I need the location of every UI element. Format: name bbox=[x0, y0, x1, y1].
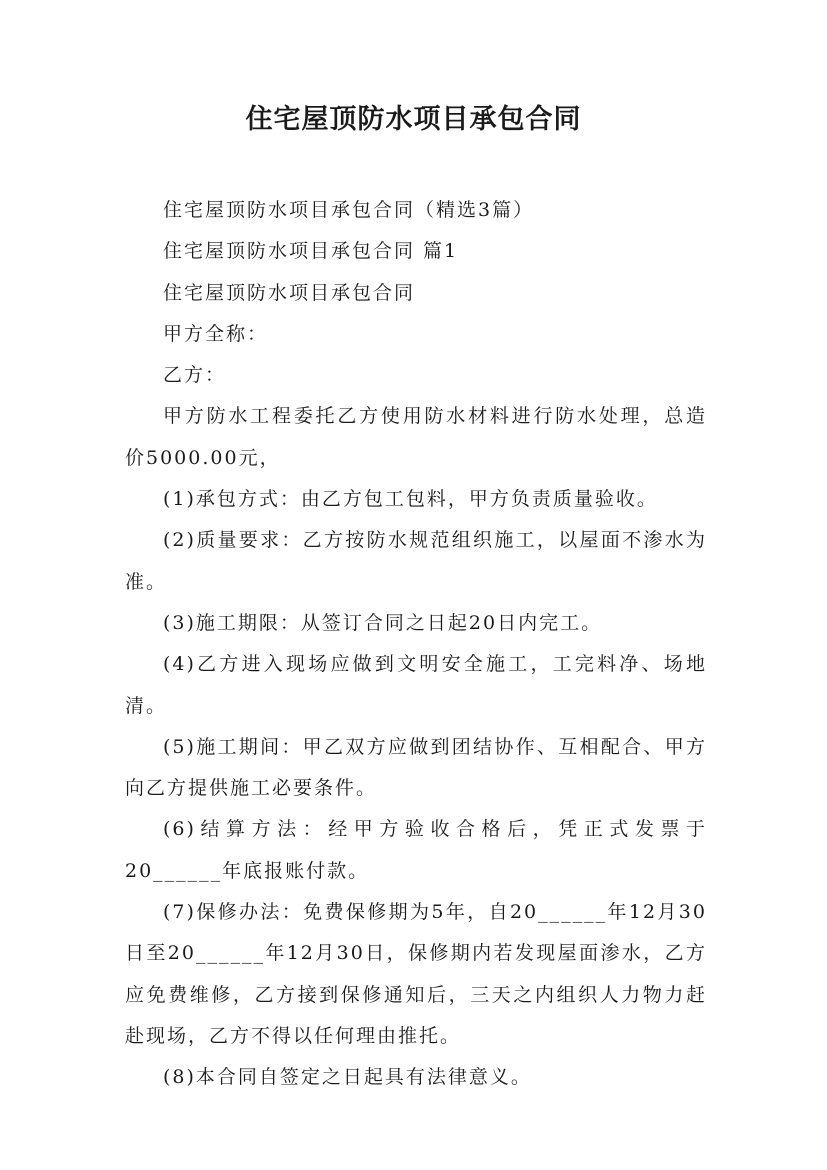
paragraph-party-b: 乙方： bbox=[163, 364, 227, 387]
clause-5: (5)施工期间：甲乙双方应做到团结协作、互相配合、甲方向乙方提供施工必要条件。 bbox=[125, 735, 707, 800]
paragraph-commission: 甲方防水工程委托乙方使用防水材料进行防水处理，总造价5000.00元， bbox=[125, 405, 707, 469]
document-body bbox=[125, 190, 707, 1099]
clause-7: (7)保修办法：免费保修期为5年，自20______年12月30日至20______年12月30日，保修期内若发现屋面渗水，乙方应免费维修，乙方接到保修通知后，三天之内组织人力物力赶赴现场，乙方不得以任何理由推托。 bbox=[125, 901, 707, 1047]
clause-3: (3)施工期限：从签订合同之日起20日内完工。 bbox=[163, 611, 603, 634]
clause-2: (2)质量要求：乙方按防水规范组织施工，以屋面不渗水为准。 bbox=[125, 529, 707, 593]
document-title: 住宅屋顶防水项目承包合同 bbox=[245, 104, 582, 135]
paragraph-heading-part1: 住宅屋顶防水项目承包合同 篇1 bbox=[163, 240, 459, 263]
paragraph-heading-selection: 住宅屋顶防水项目承包合同（精选3篇） bbox=[163, 199, 535, 221]
clause-6: (6)结算方法：经甲方验收合格后，凭正式发票于20______年底报账付款。 bbox=[125, 818, 707, 882]
paragraph-party-a: 甲方全称： bbox=[163, 322, 269, 345]
clause-4: (4)乙方进入现场应做到文明安全施工，工完料净、场地清。 bbox=[125, 653, 707, 717]
paragraph-contract-name: 住宅屋顶防水项目承包合同 bbox=[163, 281, 416, 304]
clause-1: (1)承包方式：由乙方包工包料，甲方负责质量验收。 bbox=[163, 488, 658, 511]
clause-8: (8)本合同自签定之日起具有法律意义。 bbox=[163, 1066, 532, 1089]
